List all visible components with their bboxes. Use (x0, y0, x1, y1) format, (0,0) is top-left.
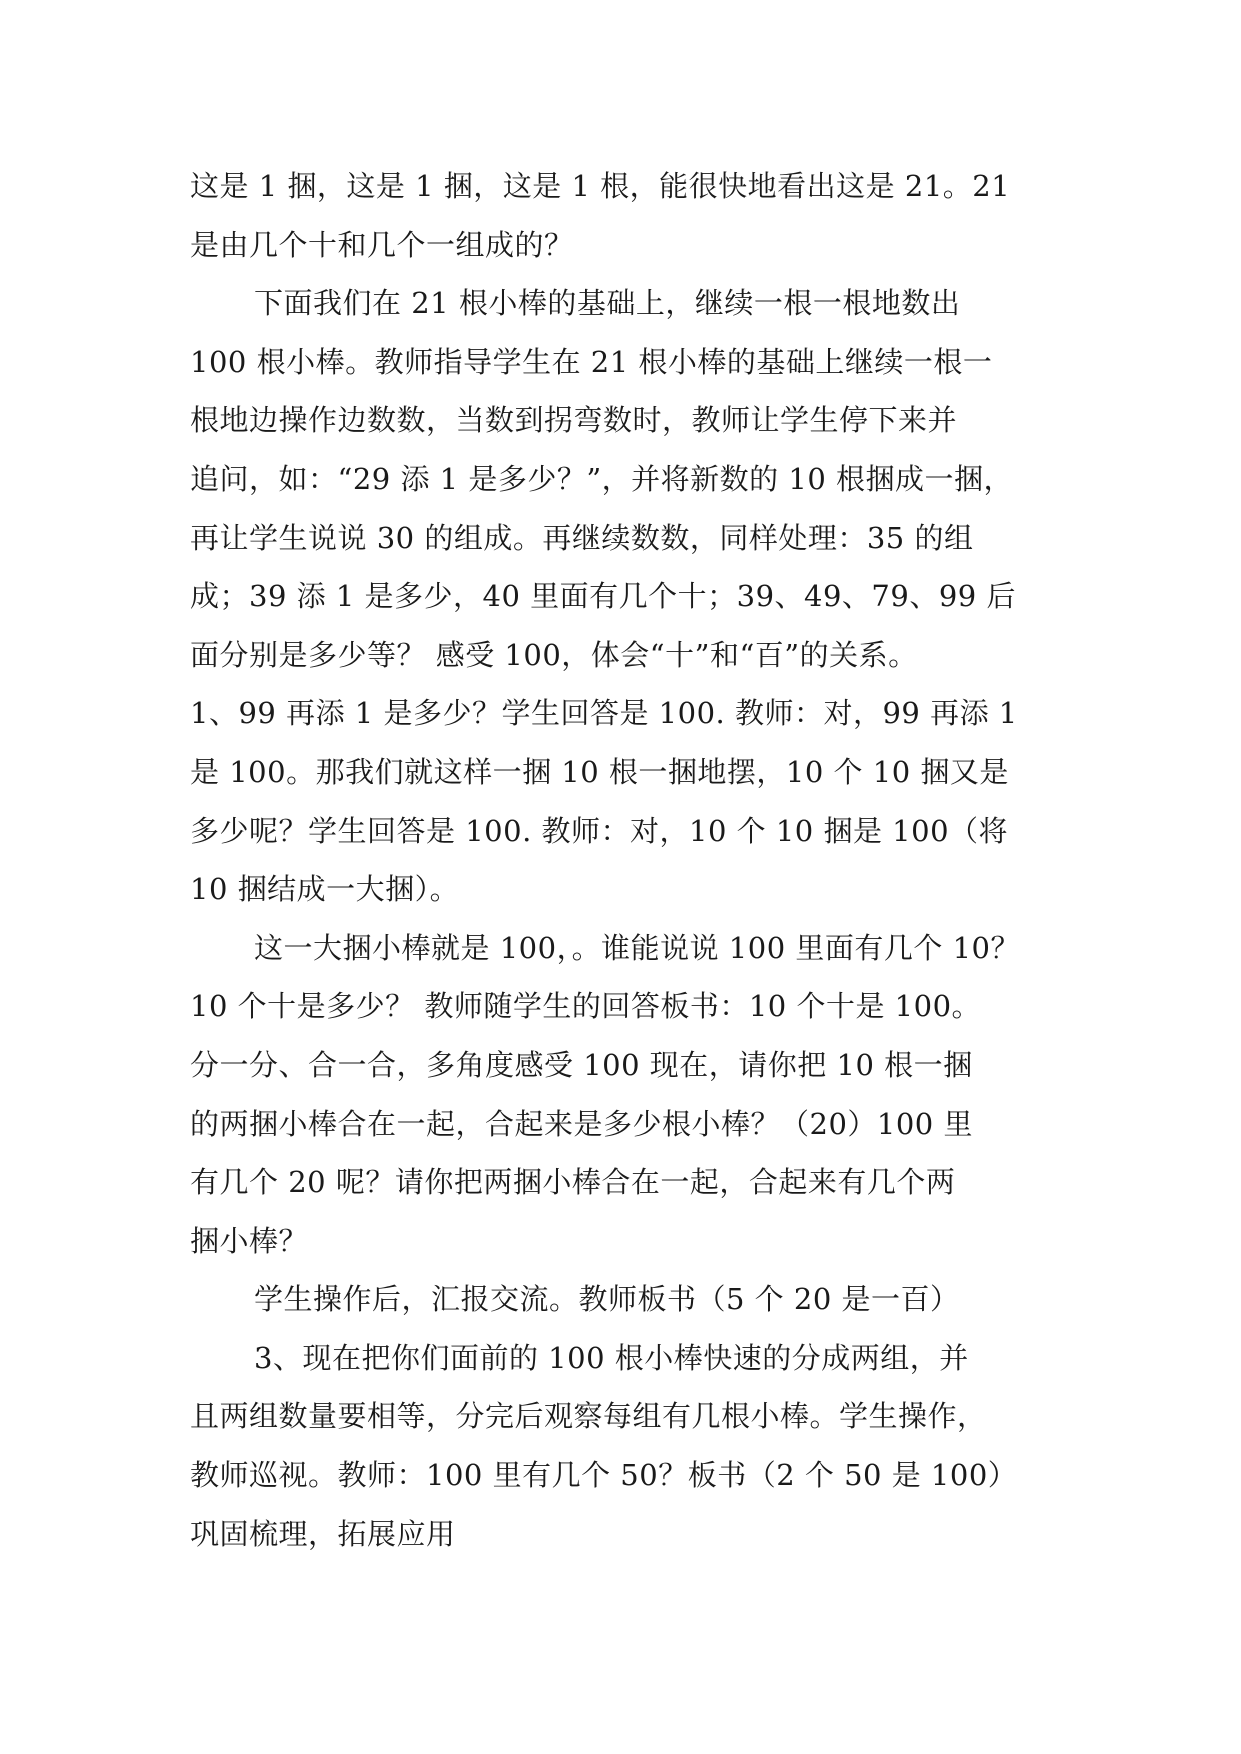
text-line: 分一分、合一合，多角度感受 100 现在，请你把 10 根一捆 (190, 1047, 973, 1082)
text-line: 是 100。那我们就这样一捆 10 根一捆地摆，10 个 10 捆又是 (190, 754, 1009, 789)
text-line: 3、现在把你们面前的 100 根小棒快速的分成两组，并 (254, 1340, 969, 1375)
text-line: 10 个十是多少？ 教师随学生的回答板书：10 个十是 100。 (190, 989, 982, 1024)
text-line: 捆小棒？ (190, 1223, 309, 1258)
text-line: 这是 1 捆，这是 1 捆，这是 1 根，能很快地看出这是 21。21 (190, 169, 1011, 203)
text-line: 成；39 添 1 是多少，40 里面有几个十；39、49、79、99 后 (190, 579, 1016, 614)
text-line: 这一大捆小棒就是 100，。谁能说说 100 里面有几个 10？ (254, 930, 1020, 965)
text-line: 有几个 20 呢？请你把两捆小棒合在一起，合起来有几个两 (190, 1165, 956, 1200)
text-line: 巩固梳理，拓展应用 (190, 1516, 456, 1551)
document-body (190, 157, 1050, 1563)
text-line: 面分别是多少等？ 感受 100，体会“十”和“百”的关系。 (190, 637, 918, 672)
text-line: 多少呢？学生回答是 100. 教师：对，10 个 10 捆是 100（将 (190, 813, 1009, 848)
text-line: 100 根小棒。教师指导学生在 21 根小棒的基础上继续一根一 (190, 344, 993, 379)
text-line: 根地边操作边数数，当数到拐弯数时，教师让学生停下来并 (190, 403, 958, 438)
text-line: 是由几个十和几个一组成的？ (190, 227, 574, 262)
text-line: 1、99 再添 1 是多少？学生回答是 100. 教师：对，99 再添 1 (190, 696, 1018, 731)
text-line: 10 捆结成一大捆）。 (190, 872, 460, 907)
text-line: 追问，如：“29 添 1 是多少？”，并将新数的 10 根捆成一捆， (190, 461, 1013, 496)
text-line: 下面我们在 21 根小棒的基础上，继续一根一根地数出 (254, 286, 961, 321)
text-line: 且两组数量要相等，分完后观察每组有几根小棒。学生操作， (190, 1399, 987, 1434)
text-line: 的两捆小棒合在一起，合起来是多少根小棒？（20）100 里 (190, 1106, 973, 1141)
text-line: 学生操作后，汇报交流。教师板书（5 个 20 是一百） (254, 1282, 960, 1317)
text-line: 再让学生说说 30 的组成。再继续数数，同样处理：35 的组 (190, 520, 974, 555)
text-line: 教师巡视。教师：100 里有几个 50？板书（2 个 50 是 100） (190, 1458, 1018, 1493)
